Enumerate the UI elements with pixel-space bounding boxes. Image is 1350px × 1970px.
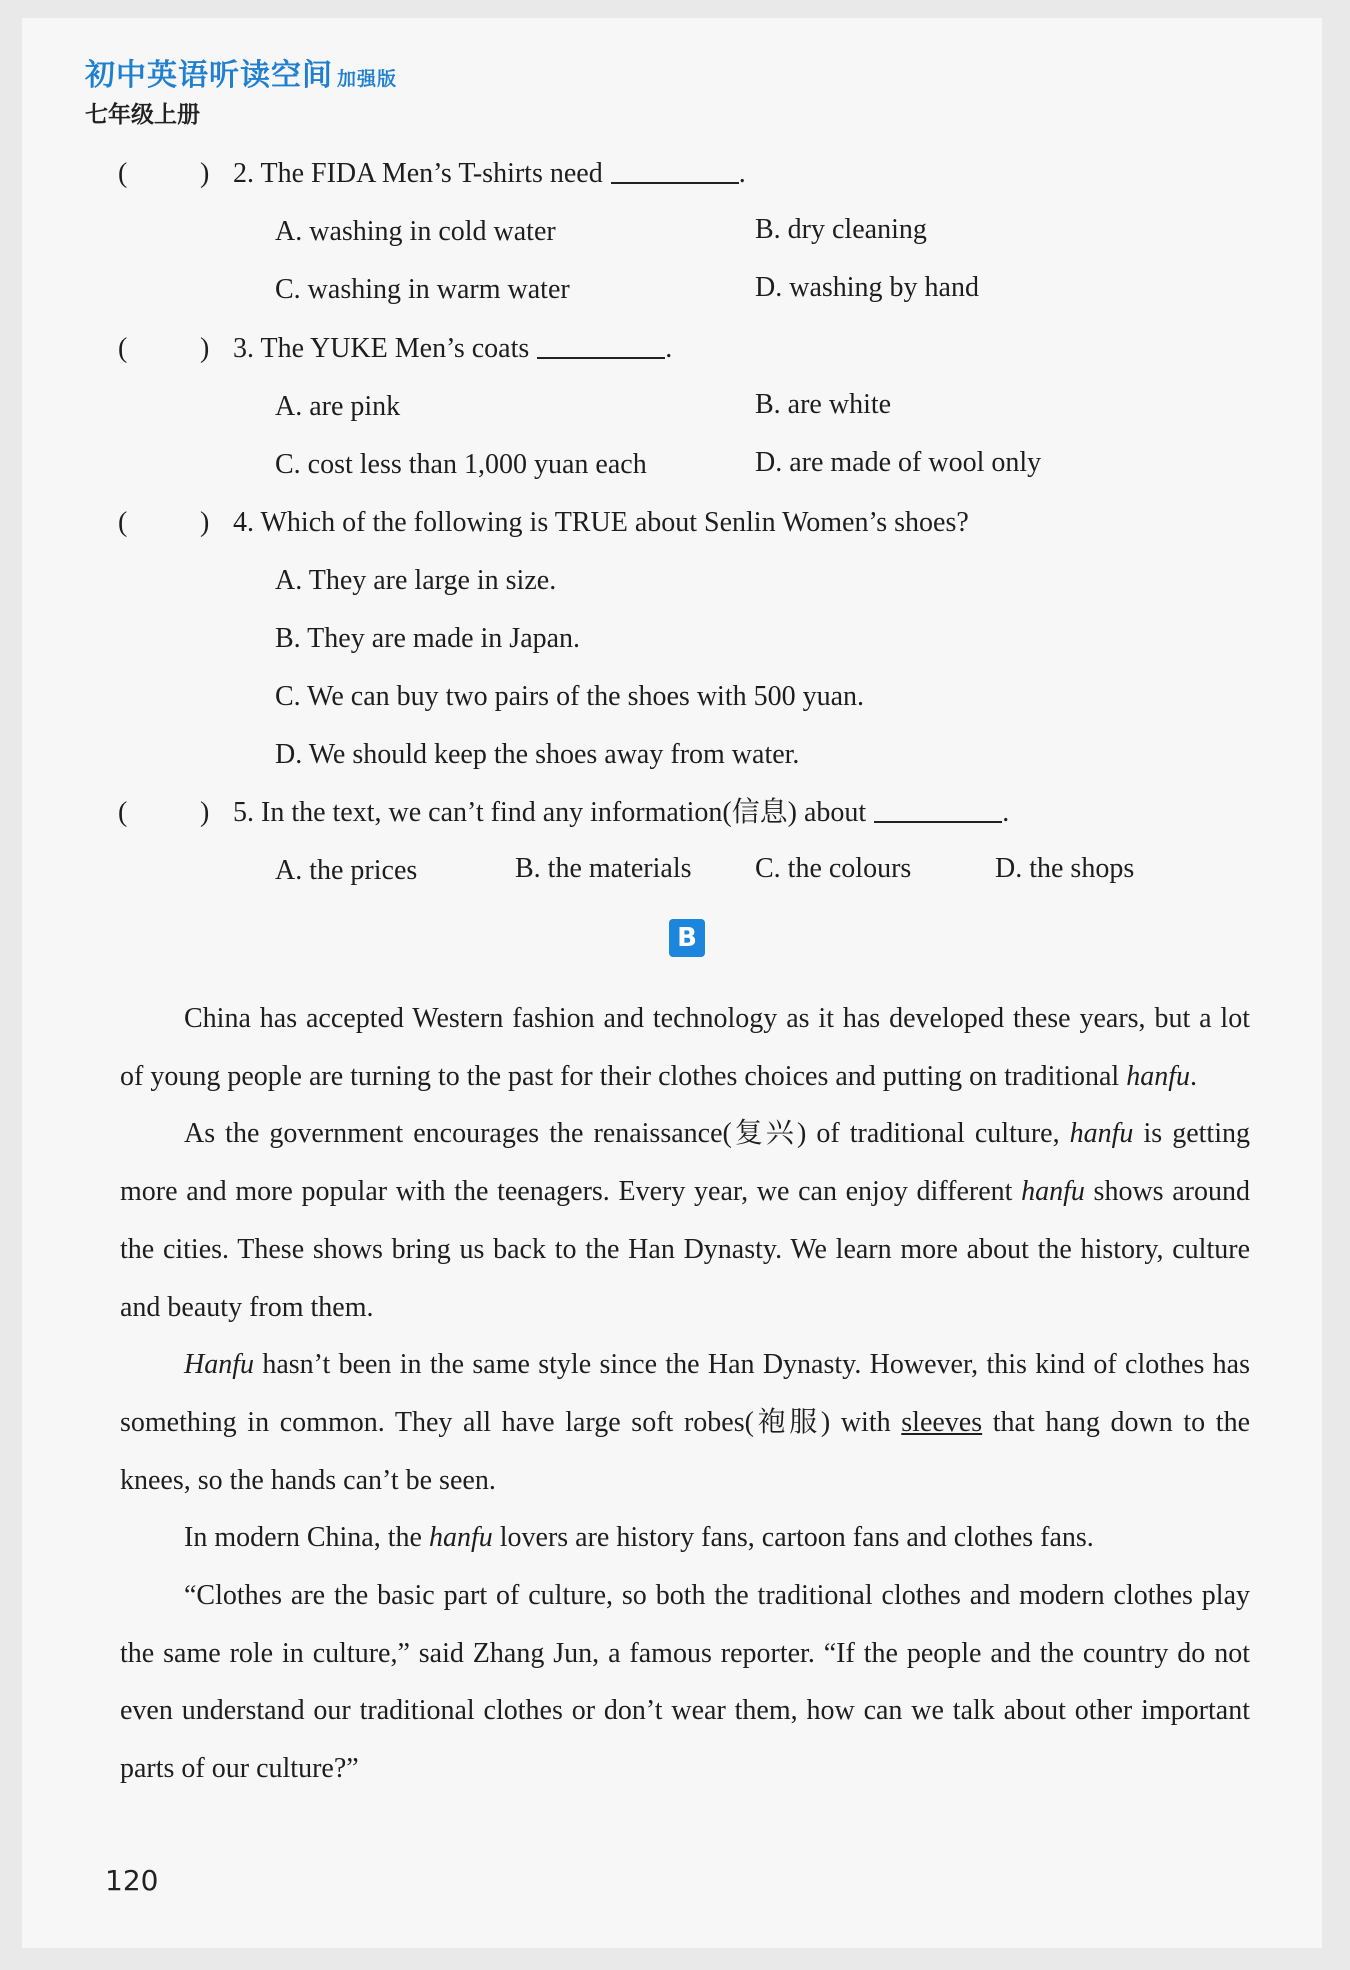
answer-paren-open[interactable]: ( <box>118 797 128 828</box>
answer-blank <box>874 821 1002 823</box>
section-b-badge: B <box>669 919 705 957</box>
book-title-suffix: 加强版 <box>337 68 398 90</box>
page-number: 120 <box>105 1864 159 1897</box>
passage-paragraph: As the government encourages the renaissance(复兴) of traditional culture, hanfu is getting more and more popular with the teenagers. Every year, we can enjoy different hanfu shows around the cities. These shows bring us back to the Han Dynasty. We learn more about the history, culture and beauty from them. <box>120 1118 1251 1323</box>
question-4-stem: 4. Which of the following is TRUE about Senlin Women’s shoes? <box>233 507 969 538</box>
q3-option-a: A. are pink <box>275 391 401 422</box>
answer-blank <box>537 357 665 359</box>
passage-paragraph: China has accepted Western fashion and technology as it has developed these years, but a lot of young people are turning to the past for their clothes choices and putting on traditional hanfu. <box>120 1003 1250 1092</box>
answer-paren-open[interactable]: ( <box>118 333 128 364</box>
reading-passage <box>120 990 1250 1798</box>
underlined-word: sleeves <box>901 1406 983 1438</box>
q2-option-a: A. washing in cold water <box>275 216 556 247</box>
q2-option-d: D. washing by hand <box>755 272 979 303</box>
q3-option-c: C. cost less than 1,000 yuan each <box>275 449 647 480</box>
passage-paragraph: “Clothes are the basic part of culture, so both the traditional clothes and modern clothes play the same role in culture,” said Zhang Jun, a famous reporter. “If the people and the country do not even understand our traditional clothes or don’t wear them, how can we talk about other important parts of our culture?” <box>120 1580 1250 1785</box>
q3-option-b: B. are white <box>755 389 892 420</box>
answer-paren-close: ) <box>200 507 210 538</box>
q4-option-b: B. They are made in Japan. <box>275 623 581 654</box>
answer-paren-open[interactable]: ( <box>118 507 128 538</box>
passage-paragraph: Hanfu hasn’t been in the same style since the Han Dynasty. However, this kind of clothes has something in common. They all have large soft robes(袍服) with sleeves that hang down to the knees, so the hands can’t be seen. <box>120 1349 1250 1496</box>
grade-label: 七年级上册 <box>85 102 200 128</box>
question-2-stem: 2. The FIDA Men’s T-shirts need . <box>233 158 746 189</box>
answer-paren-open[interactable]: ( <box>118 158 128 189</box>
q4-option-c: C. We can buy two pairs of the shoes with 500 yuan. <box>275 681 865 712</box>
q4-option-a: A. They are large in size. <box>275 565 557 596</box>
answer-blank <box>611 182 739 184</box>
question-3-stem: 3. The YUKE Men’s coats . <box>233 333 673 364</box>
book-title: 初中英语听读空间 加强版 <box>85 58 398 93</box>
question-5-stem: 5. In the text, we can’t find any information(信息) about . <box>233 797 1010 828</box>
answer-paren-close: ) <box>200 797 210 828</box>
q2-option-b: B. dry cleaning <box>755 214 927 245</box>
passage-paragraph: In modern China, the hanfu lovers are history fans, cartoon fans and clothes fans. <box>184 1522 1094 1554</box>
q5-option-d: D. the shops <box>995 853 1135 884</box>
answer-paren-close: ) <box>200 333 210 364</box>
q3-option-d: D. are made of wool only <box>755 447 1042 478</box>
q2-option-c: C. washing in warm water <box>275 274 570 305</box>
answer-paren-close: ) <box>200 158 210 189</box>
q5-option-b: B. the materials <box>515 853 692 884</box>
q5-option-c: C. the colours <box>755 853 912 884</box>
q5-option-a: A. the prices <box>275 855 418 886</box>
q4-option-d: D. We should keep the shoes away from water. <box>275 739 800 770</box>
